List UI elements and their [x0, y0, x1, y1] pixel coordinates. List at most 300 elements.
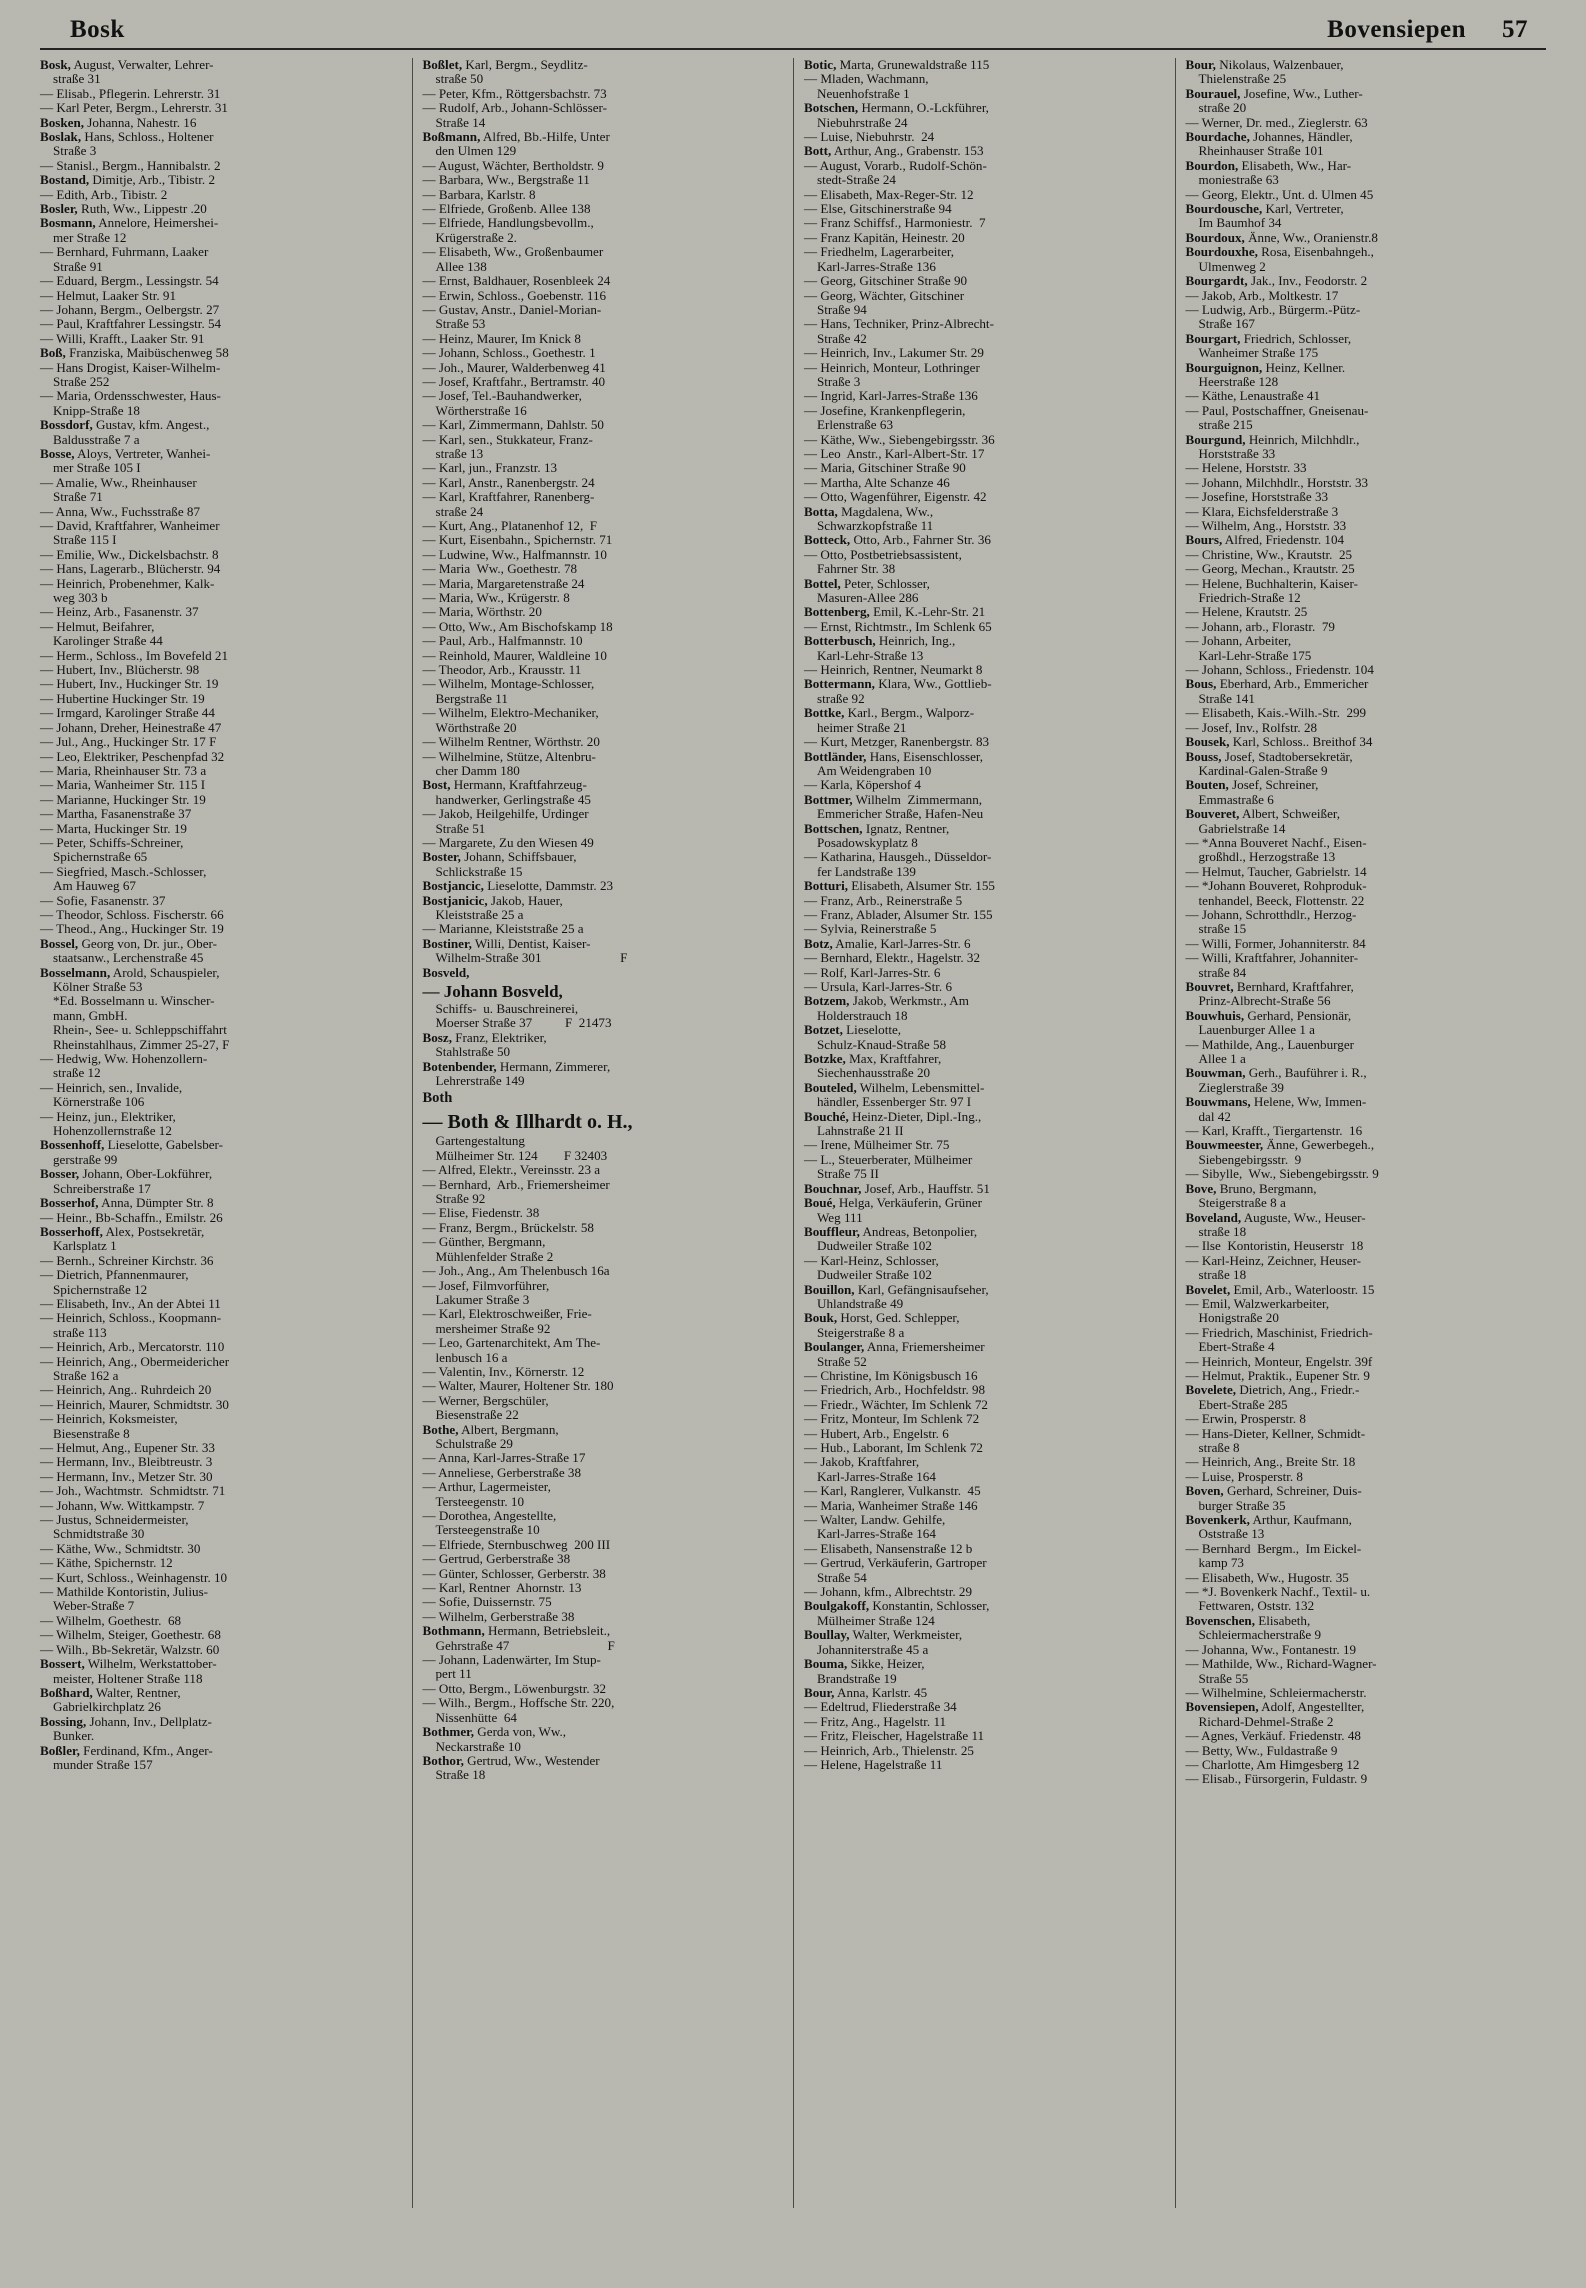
directory-entry-line: — Kurt, Schloss., Weinhagenstr. 10 [40, 1569, 228, 1585]
directory-entry-line: — Wilhelm Rentner, Wörthstr. 20 [422, 734, 600, 750]
directory-entry-line: fer Landstraße 139 [817, 863, 916, 879]
directory-entry-line: — Wilhelm, Montage-Schlosser, [422, 676, 595, 692]
directory-entry-line: — Fritz, Ang., Hagelstr. 11 [804, 1713, 947, 1729]
directory-entry-headword: Bothe, Albert, Bergmann, [422, 1421, 559, 1437]
directory-entry-line: — Walter, Landw. Gehilfe, [804, 1512, 946, 1528]
directory-entry-line: — Heinrich, Monteur, Lothringer [804, 359, 980, 375]
directory-entry-line: — Theodor, Schloss. Fischerstr. 66 [40, 906, 224, 922]
directory-entry-line: Spichernstraße 12 [53, 1281, 148, 1297]
directory-entry-line: Richard-Dehmel-Straße 2 [1198, 1713, 1334, 1729]
directory-entry-line: — Mathilde Kontoristin, Julius- [40, 1584, 209, 1600]
directory-entry-line: — Marta, Huckinger Str. 19 [40, 820, 187, 836]
directory-entry-line: — Walter, Maurer, Holtener Str. 180 [422, 1378, 614, 1394]
directory-entry-headword: Bouwmans, Helene, Ww, Immen- [1185, 1094, 1367, 1110]
directory-entry-line: moniestraße 63 [1198, 172, 1279, 188]
directory-entry-headword: Botteck, Otto, Arb., Fahrner Str. 36 [804, 532, 991, 548]
directory-entry-line: mersheimer Straße 92 [435, 1320, 551, 1336]
directory-entry-line: — Otto, Wagenführer, Eigenstr. 42 [804, 489, 987, 505]
entry-surname: Bouchnar, [804, 1180, 862, 1196]
directory-entry-line: — Maria, Wanheimer Str. 115 I [40, 777, 206, 793]
directory-entry-line: — Erwin, Prosperstr. 8 [1185, 1411, 1306, 1427]
directory-entry-line: — Alfred, Elektr., Vereinsstr. 23 a [422, 1162, 601, 1178]
entry-surname: Bost, [422, 777, 451, 793]
entry-surname: Botteck, [804, 532, 851, 548]
directory-column [793, 58, 1175, 2208]
directory-entry-line: — Betty, Ww., Fuldastraße 9 [1185, 1742, 1338, 1758]
directory-entry-line: — Maria, Wörthstr. 20 [422, 604, 542, 620]
directory-entry-headword: Bourauel, Josefine, Ww., Luther- [1185, 85, 1363, 101]
directory-entry-line: — Helmut, Ang., Eupener Str. 33 [40, 1440, 215, 1455]
directory-entry-line: — Heinz, Maurer, Im Knick 8 [422, 330, 581, 346]
directory-entry-line: Neuenhofstraße 1 [817, 85, 910, 101]
directory-entry-line: Gartengestaltung [435, 1133, 525, 1149]
directory-entry-line: Fettwaren, Oststr. 132 [1198, 1598, 1315, 1614]
directory-entry-line: — Otto, Bergm., Löwenburgstr. 32 [422, 1680, 607, 1696]
directory-entry-headword: Bourdon, Elisabeth, Ww., Har- [1185, 157, 1352, 173]
directory-entry-line: Rheinstahlhaus, Zimmer 25-27, F [53, 1036, 230, 1052]
directory-entry-line: Nissenhütte 64 [435, 1709, 517, 1725]
directory-entry-line: — Johanna, Ww., Fontanestr. 19 [1185, 1641, 1357, 1657]
directory-entry-line: — Helene, Buchhalterin, Kaiser- [1185, 575, 1358, 591]
directory-entry-line: — Ludwig, Arb., Bürgerm.-Pütz- [1185, 301, 1361, 317]
directory-entry-line: — Johann, kfm., Albrechtstr. 29 [804, 1584, 973, 1600]
directory-entry-line: — Elisabeth, Ww., Hugostr. 35 [1185, 1569, 1349, 1585]
directory-entry-line: Karlsplatz 1 [53, 1238, 117, 1254]
directory-entry-line: mer Straße 105 I [53, 460, 141, 476]
directory-entry-line: Schlickstraße 15 [435, 863, 523, 879]
directory-entry-line: straße 50 [435, 71, 484, 87]
directory-entry-line: — Georg, Wächter, Gitschiner [804, 287, 965, 303]
directory-entry-line: Bergstraße 11 [435, 690, 508, 706]
directory-entry-line: — Johann, Milchhdlr., Horststr. 33 [1185, 474, 1369, 490]
directory-entry-headword: Bottel, Peter, Schlosser, [804, 575, 930, 591]
directory-columns [30, 58, 1556, 2208]
directory-entry-line: — Ernst, Richtmstr., Im Schlenk 65 [804, 618, 992, 634]
entry-surname: Bottke, [804, 705, 845, 721]
directory-entry-line: — Elisabeth, Nansenstraße 12 b [804, 1540, 973, 1556]
directory-entry-line: — Willi, Kraftfahrer, Johanniter- [1185, 950, 1359, 966]
directory-entry-line: — Helmut, Taucher, Gabrielstr. 14 [1185, 863, 1367, 879]
directory-entry-line: Biesenstraße 8 [53, 1425, 130, 1441]
directory-entry-line: — Martha, Alte Schanze 46 [804, 474, 950, 490]
directory-entry-headword: Bossing, Johann, Inv., Dellplatz- [40, 1713, 212, 1729]
directory-entry-headword: Bovenkerk, Arthur, Kaufmann, [1185, 1512, 1352, 1528]
directory-entry-headword: Bottenberg, Emil, K.-Lehr-Str. 21 [804, 604, 986, 620]
directory-entry-line: — Amalie, Ww., Rheinhauser [40, 474, 197, 490]
directory-entry-line: — August, Vorarb., Rudolf-Schön- [804, 157, 987, 173]
directory-entry-line: — Helmut, Beifahrer, [40, 618, 155, 634]
directory-entry-headword: Boué, Helga, Verkäuferin, Grüner [804, 1195, 982, 1211]
directory-entry-headword: Bosserhoff, Alex, Postsekretär, [40, 1223, 205, 1239]
directory-entry-line: — Wilhelm, Steiger, Goethestr. 68 [40, 1627, 221, 1643]
entry-surname: Bossdorf, [40, 417, 93, 433]
entry-surname: Boué, [804, 1195, 836, 1211]
directory-entry-line: — Werner, Bergschüler, [422, 1392, 549, 1408]
directory-entry-headword: Bostjancic, Lieselotte, Dammstr. 23 [422, 878, 614, 894]
entry-surname: Botz, [804, 935, 833, 951]
directory-entry-line: Straße 162 a [53, 1367, 119, 1383]
directory-entry-headword: Bosmann, Annelore, Heimershei- [40, 215, 219, 231]
directory-entry-line: straße 15 [1198, 921, 1247, 937]
directory-entry-line: Lakumer Straße 3 [435, 1291, 530, 1307]
directory-column [412, 58, 794, 2208]
entry-surname: Bovelete, [1185, 1382, 1237, 1398]
directory-entry-line: — Gustav, Anstr., Daniel-Morian- [422, 301, 602, 317]
directory-entry-line: — Mathilde, Ww., Richard-Wagner- [1185, 1656, 1377, 1672]
entry-surname: Bostand, [40, 172, 90, 188]
directory-entry-headword: Bossert, Wilhelm, Werkstattober- [40, 1656, 217, 1672]
directory-entry-line: stedt-Straße 24 [817, 172, 896, 188]
directory-entry-line: Emmastraße 6 [1198, 791, 1274, 807]
directory-entry-line: Im Baumhof 34 [1198, 215, 1282, 231]
entry-surname: Bothe, [422, 1421, 459, 1437]
directory-entry-line: Schiffs- u. Bauschreinerei, [435, 1001, 579, 1016]
directory-entry-headword: Bothor, Gertrud, Ww., Westender [422, 1752, 600, 1768]
directory-entry-line: — Hedwig, Ww. Hohenzollern- [40, 1051, 208, 1067]
directory-entry-line: — Wilhelm, Gerberstraße 38 [422, 1608, 575, 1624]
entry-surname: Bove, [1185, 1180, 1217, 1196]
directory-entry-headword: Boßlet, Karl, Bergm., Seydlitz- [422, 57, 588, 72]
directory-entry-line: — Gertrud, Gerberstraße 38 [422, 1551, 571, 1567]
directory-entry-line: tenhandel, Beeck, Flottenstr. 22 [1198, 892, 1365, 908]
entry-surname: Bouwman, [1185, 1065, 1246, 1081]
directory-entry-headword: Boß, Franziska, Maibüschenweg 58 [40, 345, 229, 361]
directory-entry-line: — Elisabeth, Inv., An der Abtei 11 [40, 1295, 221, 1311]
directory-entry-line: — Leo Anstr., Karl-Albert-Str. 17 [804, 445, 985, 461]
directory-entry-headword: Bottermann, Klara, Ww., Gottlieb- [804, 676, 992, 692]
directory-entry-line: großhdl., Herzogstraße 13 [1198, 849, 1336, 865]
directory-entry-line: Tersteegenstr. 10 [435, 1493, 525, 1509]
directory-entry-line: handwerker, Gerlingstraße 45 [435, 791, 591, 807]
directory-entry-line: Posadowskyplatz 8 [817, 834, 918, 850]
directory-entry-line: — Friedr., Wächter, Im Schlenk 72 [804, 1396, 988, 1412]
directory-entry-line: Gabrielstraße 14 [1198, 820, 1286, 836]
directory-entry-line: — Heinz, jun., Elektriker, [40, 1108, 176, 1124]
directory-entry-headword: Bourguignon, Heinz, Kellner. [1185, 359, 1346, 375]
header-divider [40, 48, 1546, 50]
directory-entry-headword: Bossel, Georg von, Dr. jur., Ober- [40, 935, 217, 951]
directory-entry-headword: Bourdousche, Karl, Vertreter, [1185, 201, 1344, 217]
entry-surname: Botzet, [804, 1022, 843, 1038]
entry-surname: Bothor, [422, 1752, 464, 1768]
directory-entry-line: — Elfriede, Großenb. Allee 138 [422, 201, 591, 217]
entry-surname: Bossenhoff, [40, 1137, 105, 1153]
entry-surname: Boßhard, [40, 1684, 93, 1700]
directory-entry-line: Heerstraße 128 [1198, 373, 1279, 389]
entry-surname: Botta, [804, 503, 838, 519]
directory-entry-line: mann, GmbH. [53, 1007, 128, 1023]
directory-entry-line: — Karl, Anstr., Ranenbergstr. 24 [422, 474, 595, 490]
directory-entry-line: Schulstraße 29 [435, 1435, 513, 1451]
directory-entry-line: — Dorothea, Angestellte, [422, 1508, 557, 1523]
directory-entry-line: — Otto, Postbetriebsassistent, [804, 546, 962, 562]
directory-entry-line: — Ingrid, Karl-Jarres-Straße 136 [804, 388, 978, 404]
directory-entry-line: Masuren-Allee 286 [817, 590, 919, 606]
directory-entry-line: — Bernhard, Elektr., Hagelstr. 32 [804, 950, 980, 966]
entry-surname: Boßlet, [422, 57, 463, 72]
directory-entry-line: Steigerstraße 8 a [817, 1324, 905, 1340]
directory-entry-line: — Siegfried, Masch.-Schlosser, [40, 863, 207, 879]
directory-entry-headword: Bouillon, Karl, Gefängnisaufseher, [804, 1281, 989, 1297]
directory-entry-line: Baldusstraße 7 a [53, 431, 140, 447]
directory-entry-headword: Bour, Nikolaus, Walzenbauer, [1185, 57, 1344, 72]
directory-entry-line: — August, Wächter, Bertholdstr. 9 [422, 157, 604, 173]
directory-entry-line: Emmericher Straße, Hafen-Neu [817, 806, 984, 822]
directory-entry-line: — Johann, Schloss., Goethestr. 1 [422, 345, 596, 361]
directory-entry-line: — Karla, Köpershof 4 [804, 777, 922, 793]
entry-surname: Botic, [804, 57, 837, 72]
directory-entry-line: Lauenburger Allee 1 a [1198, 1022, 1315, 1038]
directory-entry-headword: Bouwmeester, Änne, Gewerbegeh., [1185, 1137, 1375, 1153]
directory-entry-headword: Boullay, Walter, Werkmeister, [804, 1627, 963, 1643]
directory-entry-line: Siebengebirgsstr. 9 [1198, 1151, 1302, 1167]
directory-entry-line: — Johann Bosveld, [422, 982, 563, 1001]
directory-entry-line: *Ed. Bosselmann u. Winscher- [53, 993, 215, 1009]
directory-entry-line: — Theodor, Arb., Krausstr. 11 [422, 662, 582, 678]
entry-surname: Bourdousche, [1185, 201, 1263, 217]
directory-entry-headword: Bourgart, Friedrich, Schlosser, [1185, 330, 1352, 346]
entry-surname: Bosk, [40, 57, 71, 72]
directory-entry-line: Lahnstraße 21 II [817, 1123, 904, 1139]
directory-entry-line: — Katharina, Hausgeh., Düsseldor- [804, 849, 992, 865]
directory-entry-headword: Bottländer, Hans, Eisenschlosser, [804, 748, 984, 764]
directory-entry-line: Wörthstraße 20 [435, 719, 517, 735]
directory-entry-line: — Karl, Elektroschweißer, Frie- [422, 1306, 592, 1322]
directory-entry-line: — Otto, Ww., Am Bischofskamp 18 [422, 618, 613, 634]
directory-entry-line: Straße 53 [435, 316, 486, 332]
directory-entry-line: — Christine, Ww., Krautstr. 25 [1185, 546, 1353, 562]
directory-entry-headword: Bovenschen, Elisabeth, [1185, 1612, 1311, 1628]
directory-entry-line: Friedrich-Straße 12 [1198, 590, 1301, 606]
directory-entry-line: — Erwin, Schloss., Goebenstr. 116 [422, 287, 607, 303]
directory-entry-line: Dudweiler Straße 102 [817, 1238, 932, 1254]
directory-entry-line: — Paul, Arb., Halfmannstr. 10 [422, 633, 583, 649]
directory-entry-line: — Franz, Arb., Reinerstraße 5 [804, 892, 963, 908]
directory-entry-line: — Anna, Karl-Jarres-Straße 17 [422, 1450, 586, 1466]
entry-surname: Bouwmeester, [1185, 1137, 1264, 1153]
directory-entry-line: — Käthe, Ww., Siebengebirgsstr. 36 [804, 431, 995, 447]
directory-entry-line: — Helene, Hagelstraße 11 [804, 1756, 943, 1772]
directory-entry-headword: Bove, Bruno, Bergmann, [1185, 1180, 1317, 1196]
directory-entry-line: Wilhelm-Straße 301 F [435, 950, 628, 966]
directory-entry-line: — Hans-Dieter, Kellner, Schmidt- [1185, 1425, 1366, 1441]
directory-entry-line: — Elisab., Pflegerin. Lehrerstr. 31 [40, 85, 221, 101]
directory-entry-line: — Willi, Former, Johanniterstr. 84 [1185, 935, 1366, 951]
entry-surname: Boveland, [1185, 1209, 1242, 1225]
directory-entry-headword: Bourgund, Heinrich, Milchhdlr., [1185, 431, 1360, 447]
directory-entry-line: — Justus, Schneidermeister, [40, 1512, 189, 1528]
directory-entry-line: Both [422, 1090, 453, 1107]
directory-entry-line: den Ulmen 129 [435, 143, 517, 159]
directory-entry-headword: Bostiner, Willi, Dentist, Kaiser- [422, 935, 591, 951]
directory-entry-line: — Jakob, Heilgehilfe, Urdinger [422, 806, 589, 822]
entry-surname: Bovenschen, [1185, 1612, 1255, 1628]
directory-entry-line: — Irmgard, Karolinger Straße 44 [40, 705, 215, 721]
directory-entry-line: — Charlotte, Am Himgesberg 12 [1185, 1756, 1360, 1772]
entry-surname: Bouwmans, [1185, 1094, 1251, 1110]
directory-entry-line: — Josefine, Horststraße 33 [1185, 489, 1329, 505]
entry-surname: Bous, [1185, 676, 1217, 692]
directory-entry-line: — Johann, Schloss., Friedenstr. 104 [1185, 662, 1374, 678]
directory-entry-line: kamp 73 [1198, 1555, 1244, 1571]
directory-entry-line: Straße 115 I [53, 532, 117, 548]
directory-entry-line: Weg 111 [817, 1209, 863, 1225]
directory-entry-line: Johanniterstraße 45 a [817, 1641, 929, 1657]
directory-entry-headword: Botz, Amalie, Karl-Jarres-Str. 6 [804, 935, 971, 951]
directory-entry-line: meister, Holtener Straße 118 [53, 1670, 203, 1686]
directory-entry-line: Neckarstraße 10 [435, 1738, 521, 1754]
directory-entry-headword: Bovensiepen, Adolf, Angestellter, [1185, 1699, 1365, 1715]
directory-entry-line: — Kurt, Ang., Platanenhof 12, F [422, 518, 598, 533]
directory-entry-line: — Leo, Elektriker, Peschenpfad 32 [40, 748, 225, 764]
directory-entry-line: — Georg, Elektr., Unt. d. Ulmen 45 [1185, 186, 1374, 202]
directory-entry-headword: Bosser, Johann, Ober-Lokführer, [40, 1166, 213, 1182]
directory-entry-headword: Botic, Marta, Grunewaldstraße 115 [804, 57, 990, 72]
directory-entry-line: — Ernst, Baldhauer, Rosenbleek 24 [422, 273, 611, 289]
directory-entry-line: — Maria, Rheinhauser Str. 73 a [40, 762, 207, 778]
directory-entry-line: — Käthe, Ww., Schmidtstr. 30 [40, 1540, 201, 1556]
directory-entry-line: — Heinrich, Arb., Mercatorstr. 110 [40, 1339, 225, 1355]
directory-entry-line: Uhlandstraße 49 [817, 1295, 904, 1311]
directory-entry-headword: Bosler, Ruth, Ww., Lippestr .20 [40, 201, 207, 217]
directory-entry-line: Honigstraße 20 [1198, 1310, 1279, 1326]
directory-entry-line: — Josef, Kraftfahr., Bertramstr. 40 [422, 373, 606, 389]
directory-entry-line: Spichernstraße 65 [53, 849, 148, 865]
directory-entry-line: — Elisab., Fürsorgerin, Fuldastr. 9 [1185, 1771, 1368, 1787]
entry-surname: Bouss, [1185, 748, 1222, 764]
directory-entry-line: straße 92 [817, 690, 865, 706]
entry-surname: Bossel, [40, 935, 79, 951]
directory-entry-headword: Bossenhoff, Lieselotte, Gabelsber- [40, 1137, 224, 1153]
directory-entry-line: Straße 71 [53, 489, 103, 505]
directory-entry-line: — Karl-Heinz, Zeichner, Heuser- [1185, 1252, 1362, 1268]
directory-entry-headword: Boster, Johann, Schiffsbauer, [422, 849, 577, 865]
entry-surname: Boster, [422, 849, 461, 865]
directory-entry-line: — Josef, Tel.-Bauhandwerker, [422, 388, 582, 404]
directory-entry-line: — Kurt, Metzger, Ranenbergstr. 83 [804, 734, 990, 750]
entry-surname: Bossert, [40, 1656, 85, 1672]
directory-entry-line: — *J. Bovenkerk Nachf., Textil- u. [1185, 1584, 1371, 1600]
directory-entry-line: mer Straße 12 [53, 229, 127, 245]
directory-entry-line: — Paul, Kraftfahrer Lessingstr. 54 [40, 316, 222, 332]
entry-surname: Bosser, [40, 1166, 80, 1182]
directory-entry-line: — Helmut, Praktik., Eupener Str. 9 [1185, 1367, 1370, 1383]
directory-entry-line: — Heinrich, Arb., Thielenstr. 25 [804, 1742, 974, 1758]
directory-entry-line: — Rolf, Karl-Jarres-Str. 6 [804, 964, 941, 980]
directory-entry-line: — Edeltrud, Fliederstraße 34 [804, 1699, 957, 1715]
directory-entry-line: Mühlenfelder Straße 2 [435, 1248, 554, 1264]
directory-entry-line: — Fritz, Fleischer, Hagelstraße 11 [804, 1728, 985, 1744]
directory-entry-line: — David, Kraftfahrer, Wanheimer [40, 518, 220, 533]
directory-entry-headword: Boslak, Hans, Schloss., Holtener [40, 129, 214, 145]
page-header [30, 16, 1556, 44]
entry-surname: Botterbusch, [804, 633, 876, 649]
directory-entry-line: Wanheimer Straße 175 [1198, 345, 1319, 361]
directory-entry-line: — Ludwine, Ww., Halfmannstr. 10 [422, 546, 607, 562]
directory-entry-headword: Bottschen, Ignatz, Rentner, [804, 820, 950, 836]
directory-column [1175, 58, 1557, 2208]
directory-entry-line: staatsanw., Lerchenstraße 45 [53, 950, 204, 966]
entry-surname: Boßmann, [422, 129, 481, 145]
directory-entry-line: — Sibylle, Ww., Siebengebirgsstr. 9 [1185, 1166, 1379, 1182]
directory-entry-line: — Heinrich, Rentner, Neumarkt 8 [804, 662, 983, 678]
directory-entry-headword: Bosse, Aloys, Vertreter, Wanhei- [40, 445, 211, 461]
directory-entry-line: Holderstrauch 18 [817, 1007, 908, 1023]
directory-entry-line: — Joh., Wachtmstr. Schmidtstr. 71 [40, 1483, 226, 1499]
entry-surname: Bouma, [804, 1656, 848, 1672]
entry-surname: Botenbender, [422, 1058, 497, 1074]
directory-entry-line: heimer Straße 21 [817, 719, 907, 735]
directory-entry-line: — Wilh., Bb-Sekretär, Walzstr. 60 [40, 1641, 220, 1657]
entry-surname: Boslak, [40, 129, 82, 145]
directory-entry-line: — Georg, Mechan., Krautstr. 25 [1185, 561, 1355, 577]
entry-surname: Botzem, [804, 993, 850, 1009]
directory-entry-line: — Edith, Arb., Tibistr. 2 [40, 186, 168, 202]
entry-surname: Bottel, [804, 575, 841, 591]
entry-surname: Bourdoux, [1185, 229, 1245, 245]
directory-entry-headword: Bouffleur, Andreas, Betonpolier, [804, 1223, 978, 1239]
directory-entry-line: Karl-Jarres-Straße 164 [817, 1468, 936, 1484]
entry-surname: Botturi, [804, 878, 849, 894]
entry-surname: Bostiner, [422, 935, 472, 951]
directory-entry-line: — Barbara, Ww., Bergstraße 11 [422, 172, 590, 188]
directory-entry-headword: Botzem, Jakob, Werkmstr., Am [804, 993, 969, 1009]
directory-entry-line: — Bernh., Schreiner Kirchstr. 36 [40, 1252, 214, 1268]
directory-entry-headword: Botzke, Max, Kraftfahrer, [804, 1051, 942, 1067]
directory-entry-line: lenbusch 16 a [435, 1349, 508, 1365]
directory-entry-line: — Sofie, Duissernstr. 75 [422, 1594, 552, 1610]
directory-entry-line: Weber-Straße 7 [53, 1598, 135, 1614]
directory-entry-line: — Jakob, Arb., Moltkestr. 17 [1185, 287, 1339, 303]
entry-surname: Bourdon, [1185, 157, 1239, 173]
entry-surname: Bosserhoff, [40, 1223, 103, 1239]
entry-surname: Bosz, [422, 1029, 452, 1045]
directory-entry-line: — Heinrich, Schloss., Koopmann- [40, 1310, 222, 1326]
directory-entry-line: — Bernhard Bergm., Im Eickel- [1185, 1540, 1362, 1556]
entry-surname: Botschen, [804, 100, 859, 116]
directory-entry-headword: Boveland, Auguste, Ww., Heuser- [1185, 1209, 1366, 1225]
directory-entry-headword: Bourdouxhe, Rosa, Eisenbahngeh., [1185, 244, 1374, 260]
entry-surname: Boulgakoff, [804, 1598, 870, 1614]
directory-entry-line: — Heinrich, Ang.. Ruhrdeich 20 [40, 1382, 212, 1398]
directory-entry-line: — Emilie, Ww., Dickelsbachstr. 8 [40, 546, 219, 562]
directory-entry-headword: Bosken, Johanna, Nahestr. 16 [40, 114, 197, 130]
directory-entry-line: straße 215 [1198, 417, 1253, 433]
directory-entry-headword: Botschen, Hermann, O.-Lckführer, [804, 100, 989, 116]
directory-entry-line: — Johann, arb., Florastr. 79 [1185, 618, 1335, 634]
directory-entry-line: Gehrstraße 47 F [435, 1637, 615, 1653]
directory-entry-line: Dudweiler Straße 102 [817, 1267, 932, 1283]
directory-entry-line: — Elisabeth, Kais.-Wilh.-Str. 299 [1185, 705, 1367, 721]
directory-entry-line: — Karl, Ranglerer, Vulkanstr. 45 [804, 1483, 981, 1499]
entry-surname: Boß, [40, 345, 66, 361]
directory-entry-line: — *Johann Bouveret, Rohproduk- [1185, 878, 1367, 894]
directory-entry-line: — Maria, Ordensschwester, Haus- [40, 388, 221, 404]
entry-surname: Bovensiepen, [1185, 1699, 1259, 1715]
directory-entry-line: Schwarzkopfstraße 11 [817, 518, 934, 533]
directory-entry-line: — Karl Peter, Bergm., Lehrerstr. 31 [40, 100, 228, 116]
directory-entry-line: Straße 91 [53, 258, 103, 274]
directory-entry-line: — Margarete, Zu den Wiesen 49 [422, 834, 594, 850]
directory-entry-line: — Maria Ww., Goethestr. 78 [422, 561, 578, 577]
directory-entry-line: — Hubert, Arb., Engelstr. 6 [804, 1425, 949, 1441]
directory-entry-line: Oststraße 13 [1198, 1526, 1265, 1542]
directory-entry-line: cher Damm 180 [435, 762, 520, 778]
directory-entry-line: — Karl, Krafft., Tiergartenstr. 16 [1185, 1123, 1363, 1139]
directory-entry-line: händler, Essenberger Str. 97 I [817, 1094, 972, 1110]
directory-entry-line: — Helmut, Laaker Str. 91 [40, 287, 177, 303]
directory-entry-line: — Johann, Ww. Wittkampstr. 7 [40, 1497, 205, 1513]
